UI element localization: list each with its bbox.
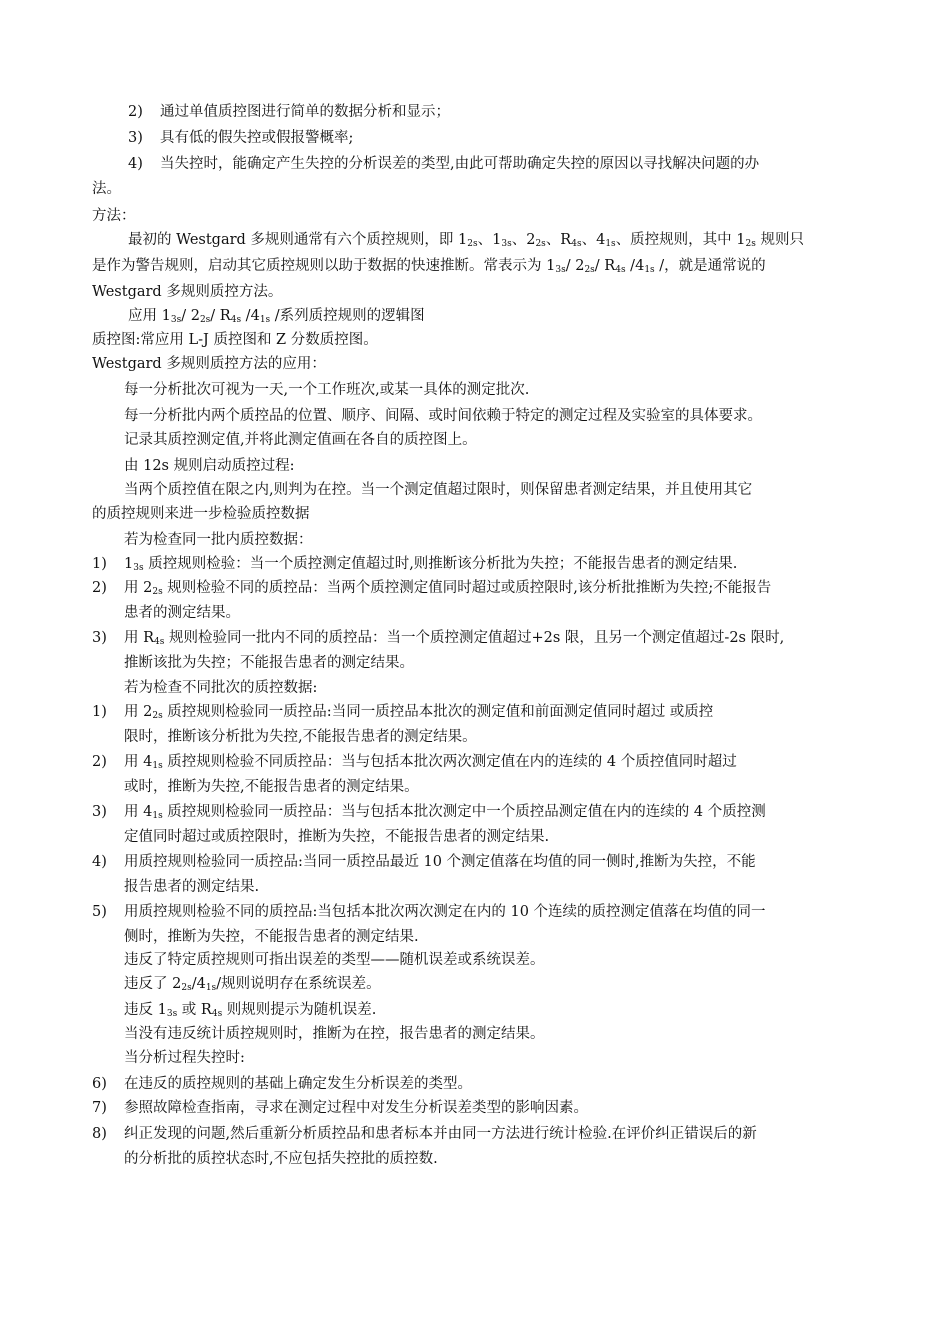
text-line	[124, 1000, 376, 1020]
text-run: /系列质控规则的逻辑图	[270, 308, 425, 324]
subscript: 1s	[605, 239, 616, 249]
text-run: /4	[625, 258, 645, 274]
text-run: / R	[210, 308, 231, 324]
list-number: 2)	[92, 580, 107, 596]
text-run: 推断该批为失控；不能报告患者的测定结果。	[124, 655, 414, 671]
text-line: 的质控规则来进一步检验质控数据	[92, 506, 310, 522]
text-run: 用 4	[124, 754, 153, 770]
text-line	[124, 653, 414, 673]
text-line	[124, 603, 240, 623]
text-run: 、质控规则，其中 1	[615, 232, 746, 248]
text-line: 纠正发现的问题,然后重新分析质控品和患者标本并由同一方法进行统计检验.在评价纠正错误后的新	[124, 1126, 757, 1142]
text-run: /规则说明存在系统误差。	[216, 976, 381, 992]
text-line: 当分析过程失控时:	[124, 1050, 245, 1066]
list-number: 3)	[128, 130, 143, 146]
text-run: 、4	[581, 232, 606, 248]
text-line	[128, 230, 804, 250]
text-run: 1	[124, 556, 134, 572]
subscript: 4s	[571, 239, 582, 249]
text-line	[124, 554, 737, 574]
text-run: / 2	[565, 258, 585, 274]
text-run: 、1	[477, 232, 502, 248]
list-number: 3)	[92, 630, 107, 646]
text-run: 最初的 Westgard 多规则通常有六个质控规则，即 1	[128, 232, 468, 248]
text-run: /，就是通常说的	[654, 258, 766, 274]
text-run: 规则检验同一批内不同的质控品：当一个质控测定值超过+2s 限，且另一个测定值超过-2s 限时,	[164, 630, 785, 646]
subscript: 3s	[501, 239, 512, 249]
text-run: 规则只	[755, 232, 804, 248]
list-number: 4)	[128, 156, 143, 172]
text-line	[124, 578, 771, 598]
subscript: 1s	[644, 265, 655, 275]
text-line: 的分析批的质控状态时,不应包括失控批的质控数.	[124, 1151, 438, 1167]
text-line: 违反了特定质控规则可指出误差的类型——随机误差或系统误差。	[124, 952, 545, 968]
text-line	[124, 927, 419, 947]
text-line	[124, 827, 549, 847]
text-run: 患者的测定结果。	[124, 605, 240, 621]
text-run: 用质控规则检验同一质控品:当同一质控品最近 10 个测定值落在均值的同一侧时,推断为失控，不能	[124, 854, 756, 870]
text-line: 由 12s 规则启动质控过程:	[124, 458, 295, 474]
text-run: / 2	[181, 308, 200, 324]
text-line	[124, 852, 756, 872]
subscript: 4s	[154, 637, 165, 647]
text-line	[124, 727, 477, 747]
subscript: 3s	[170, 315, 182, 325]
text-run: 违反 1	[124, 1002, 167, 1018]
subscript: 2s	[745, 239, 756, 249]
text-line: 方法：	[92, 208, 136, 224]
text-line	[124, 628, 784, 648]
subscript: 3s	[166, 1009, 178, 1019]
text-line	[92, 256, 766, 276]
list-number: 8)	[92, 1126, 107, 1142]
text-line	[124, 974, 381, 994]
text-run: 应用 1	[128, 308, 171, 324]
text-run: 用 4	[124, 804, 153, 820]
text-run: 用质控规则检验不同的质控品:当包括本批次两次测定在内的 10 个连续的质控测定值落在均值的同一	[124, 904, 766, 920]
text-line: 每一分析批次可视为一天,一个工作班次,或某一具体的测定批次.	[124, 382, 530, 398]
text-run: 则规则提示为随机误差.	[222, 1002, 377, 1018]
text-line: Westgard 多规则质控方法。	[92, 284, 283, 300]
text-line: 若为检查不同批次的质控数据:	[124, 680, 318, 696]
text-run: 侧时，推断为失控，不能报告患者的测定结果.	[124, 929, 419, 945]
text-run: / R	[594, 258, 616, 274]
subscript: 2s	[535, 239, 546, 249]
text-run: 是作为警告规则，启动其它质控规则以助于数据的快速推断。常表示为 1	[92, 258, 556, 274]
text-line: 记录其质控测定值,并将此测定值画在各自的质控图上。	[124, 432, 477, 448]
list-number: 3)	[92, 804, 107, 820]
subscript: 4s	[230, 315, 242, 325]
list-number: 2)	[128, 104, 143, 120]
text-line: 在违反的质控规则的基础上确定发生分析误差的类型。	[124, 1076, 472, 1092]
text-line: 当没有违反统计质控规则时，推断为在控，报告患者的测定结果。	[124, 1026, 545, 1042]
text-run: /4	[241, 308, 260, 324]
text-line	[124, 877, 259, 897]
text-run: 用 R	[124, 630, 155, 646]
text-run: 用 2	[124, 580, 153, 596]
subscript: 3s	[133, 563, 144, 573]
text-run: /4	[191, 976, 206, 992]
subscript: 1s	[259, 315, 271, 325]
subscript: 2s	[584, 265, 595, 275]
subscript: 4s	[211, 1009, 223, 1019]
subscript: 3s	[555, 265, 566, 275]
text-run: 质控规则检验：当一个质控测定值超过时,则推断该分析批为失控；不能报告患者的测定结果.	[143, 556, 738, 572]
text-run: 用 2	[124, 704, 153, 720]
subscript: 2s	[467, 239, 478, 249]
text-run: 限时，推断该分析批为失控,不能报告患者的测定结果。	[124, 729, 477, 745]
text-run: 或 R	[177, 1002, 212, 1018]
text-line: 通过单值质控图进行简单的数据分析和显示；	[160, 104, 450, 120]
text-line	[128, 306, 425, 326]
subscript: 1s	[205, 983, 217, 993]
subscript: 2s	[181, 983, 192, 993]
text-line	[124, 752, 737, 772]
subscript: 4s	[615, 265, 626, 275]
text-line	[124, 802, 766, 822]
subscript: 2s	[152, 711, 163, 721]
text-run: 规则检验不同的质控品：当两个质控测定值同时超过或质控限时,该分析批推断为失控;不能报告	[162, 580, 772, 596]
text-line: 质控图:常应用 L-J 质控图和 Z 分数质控图。	[92, 332, 378, 348]
text-line: Westgard 多规则质控方法的应用：	[92, 356, 326, 372]
text-run: 质控规则检验不同质控品：当与包括本批次两次测定值在内的连续的 4 个质控值同时超过	[162, 754, 737, 770]
text-run: 报告患者的测定结果.	[124, 879, 260, 895]
text-run: 违反了 2	[124, 976, 182, 992]
text-run: 、R	[545, 232, 572, 248]
subscript: 1s	[152, 761, 163, 771]
text-run: 、2	[511, 232, 536, 248]
subscript: 2s	[199, 315, 211, 325]
list-number: 4)	[92, 854, 107, 870]
list-number: 5)	[92, 904, 107, 920]
text-line: 当失控时，能确定产生失控的分析误差的类型,由此可帮助确定失控的原因以寻找解决问题的办	[160, 156, 760, 172]
text-line: 每一分析批内两个质控品的位置、顺序、间隔、或时间依赖于特定的测定过程及实验室的具体要求。	[124, 408, 762, 424]
subscript: 1s	[152, 811, 163, 821]
text-run: 或时，推断为失控,不能报告患者的测定结果。	[124, 779, 419, 795]
text-run: 定值同时超过或质控限时，推断为失控，不能报告患者的测定结果.	[124, 829, 550, 845]
list-number: 2)	[92, 754, 107, 770]
text-line: 具有低的假失控或假报警概率;	[160, 130, 354, 146]
text-run: 质控规则检验同一质控品：当与包括本批次测定中一个质控品测定值在内的连续的 4 个质控测	[162, 804, 766, 820]
list-number: 6)	[92, 1076, 107, 1092]
text-line: 参照故障检查指南，寻求在测定过程中对发生分析误差类型的影响因素。	[124, 1100, 588, 1116]
text-line	[124, 777, 419, 797]
list-number: 1)	[92, 556, 107, 572]
list-number: 7)	[92, 1100, 107, 1116]
list-number: 1)	[92, 704, 107, 720]
text-line: 若为检查同一批内质控数据：	[124, 532, 313, 548]
text-line	[124, 702, 713, 722]
text-run: 质控规则检验同一质控品:当同一质控品本批次的测定值和前面测定值同时超过 或质控	[162, 704, 714, 720]
text-line: 法。	[92, 181, 121, 197]
text-line: 当两个质控值在限之内,则判为在控。当一个测定值超过限时，则保留患者测定结果，并且使用其它	[124, 482, 753, 498]
text-line	[124, 902, 766, 922]
subscript: 2s	[152, 587, 163, 597]
